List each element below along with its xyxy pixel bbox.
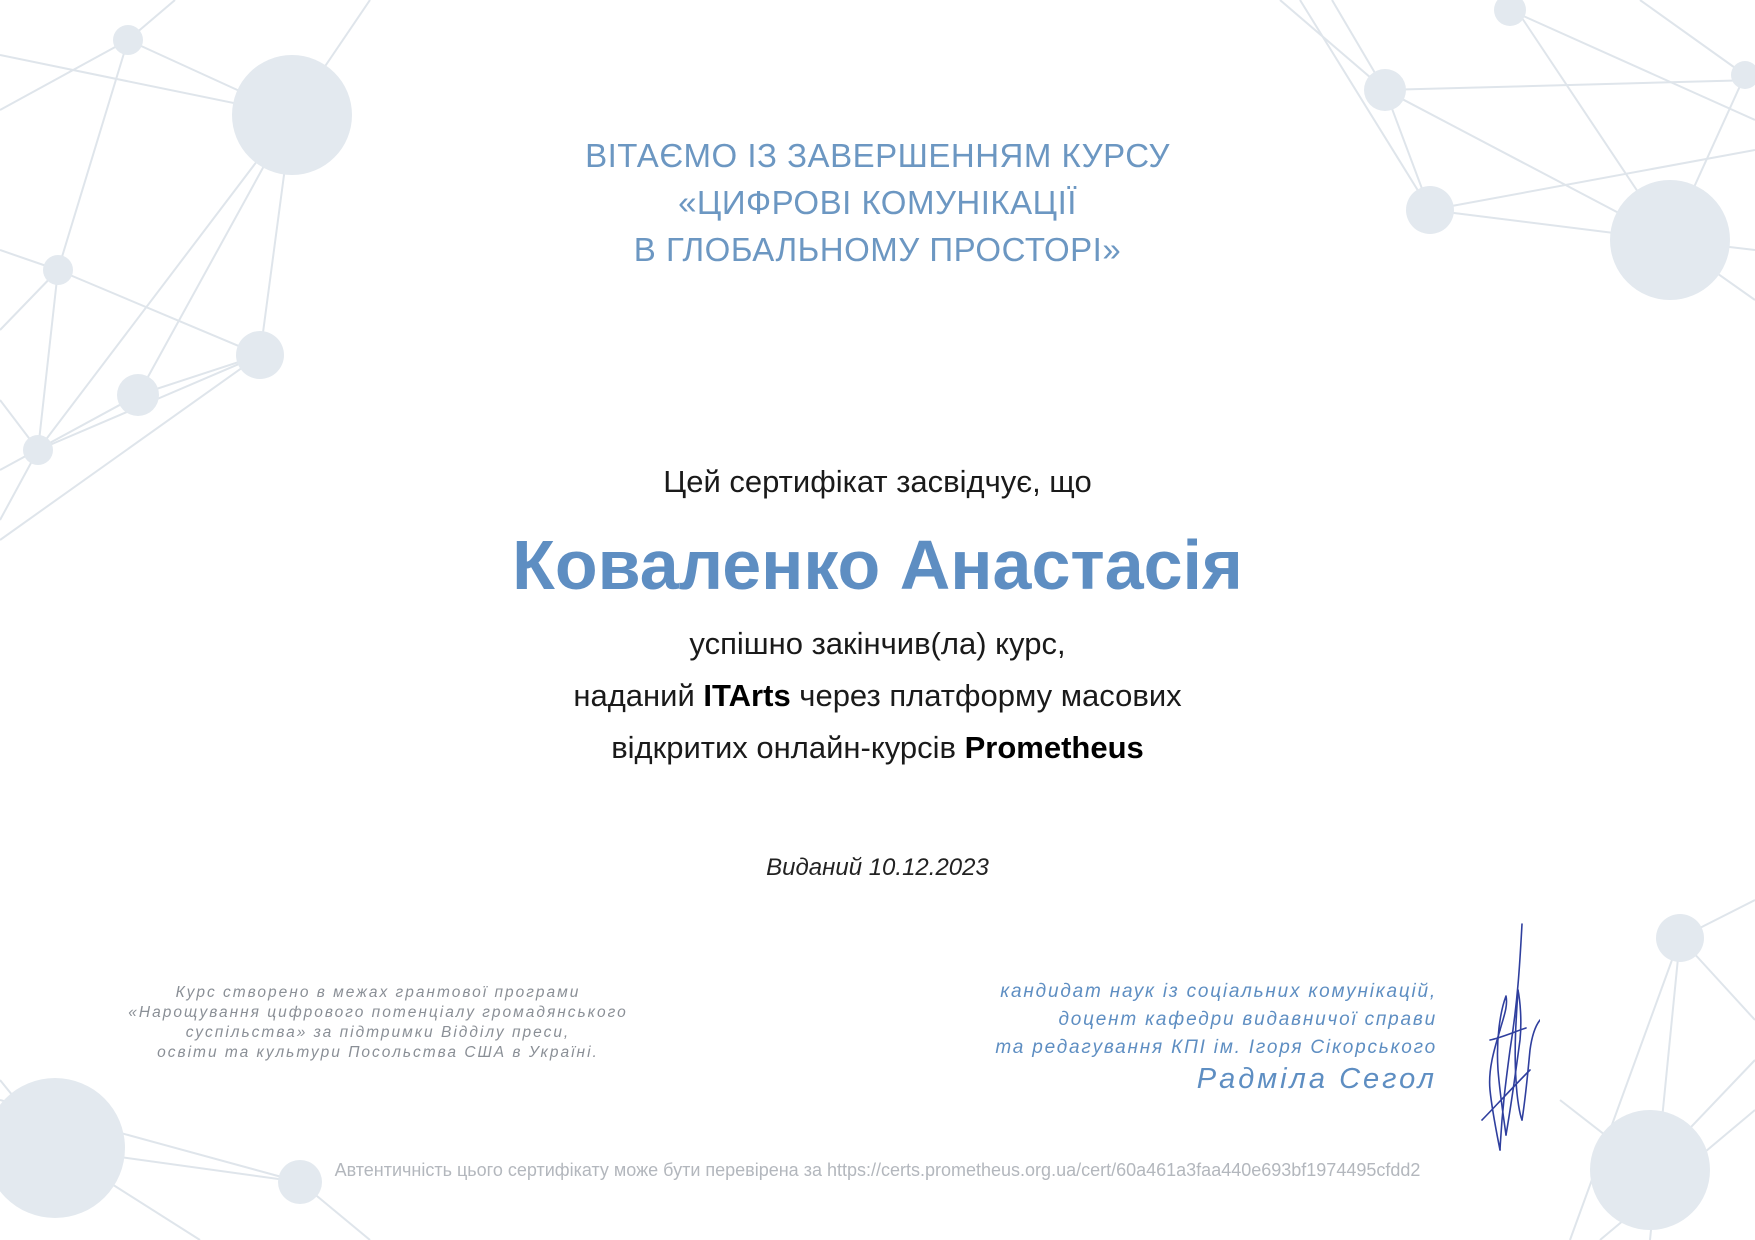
recipient-name: Коваленко Анастасія: [512, 526, 1243, 604]
course-heading-line-3: В ГЛОБАЛЬНОМУ ПРОСТОРІ»: [633, 231, 1122, 268]
grant-note-line: Курс створено в межах грантової програми: [175, 984, 581, 1001]
completion-text: успішно закінчив(ла) курс,: [689, 626, 1066, 661]
signatory-title-line: та редагування КПІ ім. Ігоря Сікорського: [995, 1037, 1437, 1058]
platform-prefix: відкритих онлайн-курсів: [611, 730, 965, 765]
signatory-title: [995, 978, 1437, 1062]
course-heading-line-1: ВІТАЄМО ІЗ ЗАВЕРШЕННЯМ КУРСУ: [585, 137, 1170, 174]
completion-line-2: [0, 678, 1755, 714]
grant-note-line: освіти та культури Посольства США в Україні.: [157, 1044, 599, 1061]
signatory-name: Радміла Сегол: [1196, 1063, 1437, 1095]
completion-line-1: [0, 626, 1755, 662]
grant-note-line: «Нарощування цифрового потенціалу громадянського: [128, 1004, 628, 1021]
handwritten-signature: [1470, 920, 1540, 1160]
signatory-title-line: доцент кафедри видавничої справи: [1058, 1009, 1437, 1030]
provider-suffix: через платформу масових: [790, 678, 1182, 713]
provider-prefix: наданий: [573, 678, 704, 713]
completion-line-3: [0, 730, 1755, 766]
signatory-title-line: кандидат наук із соціальних комунікацій,: [1000, 981, 1437, 1002]
issue-date: Виданий 10.12.2023: [766, 854, 989, 881]
course-provider: ITArts: [703, 678, 791, 713]
grant-note-line: суспільства» за підтримки Відділу преси,: [185, 1024, 571, 1041]
verification-link[interactable]: Автентичність цього сертифікату може бути перевірена за https://certs.prometheus.org.ua/cert/60a461a3faa440e693bf1974495cfdd2: [334, 1160, 1421, 1180]
platform-name: Prometheus: [964, 730, 1144, 765]
grant-note: [108, 983, 648, 1063]
course-heading-line-2: «ЦИФРОВІ КОМУНІКАЦІЇ: [678, 184, 1077, 221]
certifies-text: Цей сертифікат засвідчує, що: [663, 464, 1092, 499]
